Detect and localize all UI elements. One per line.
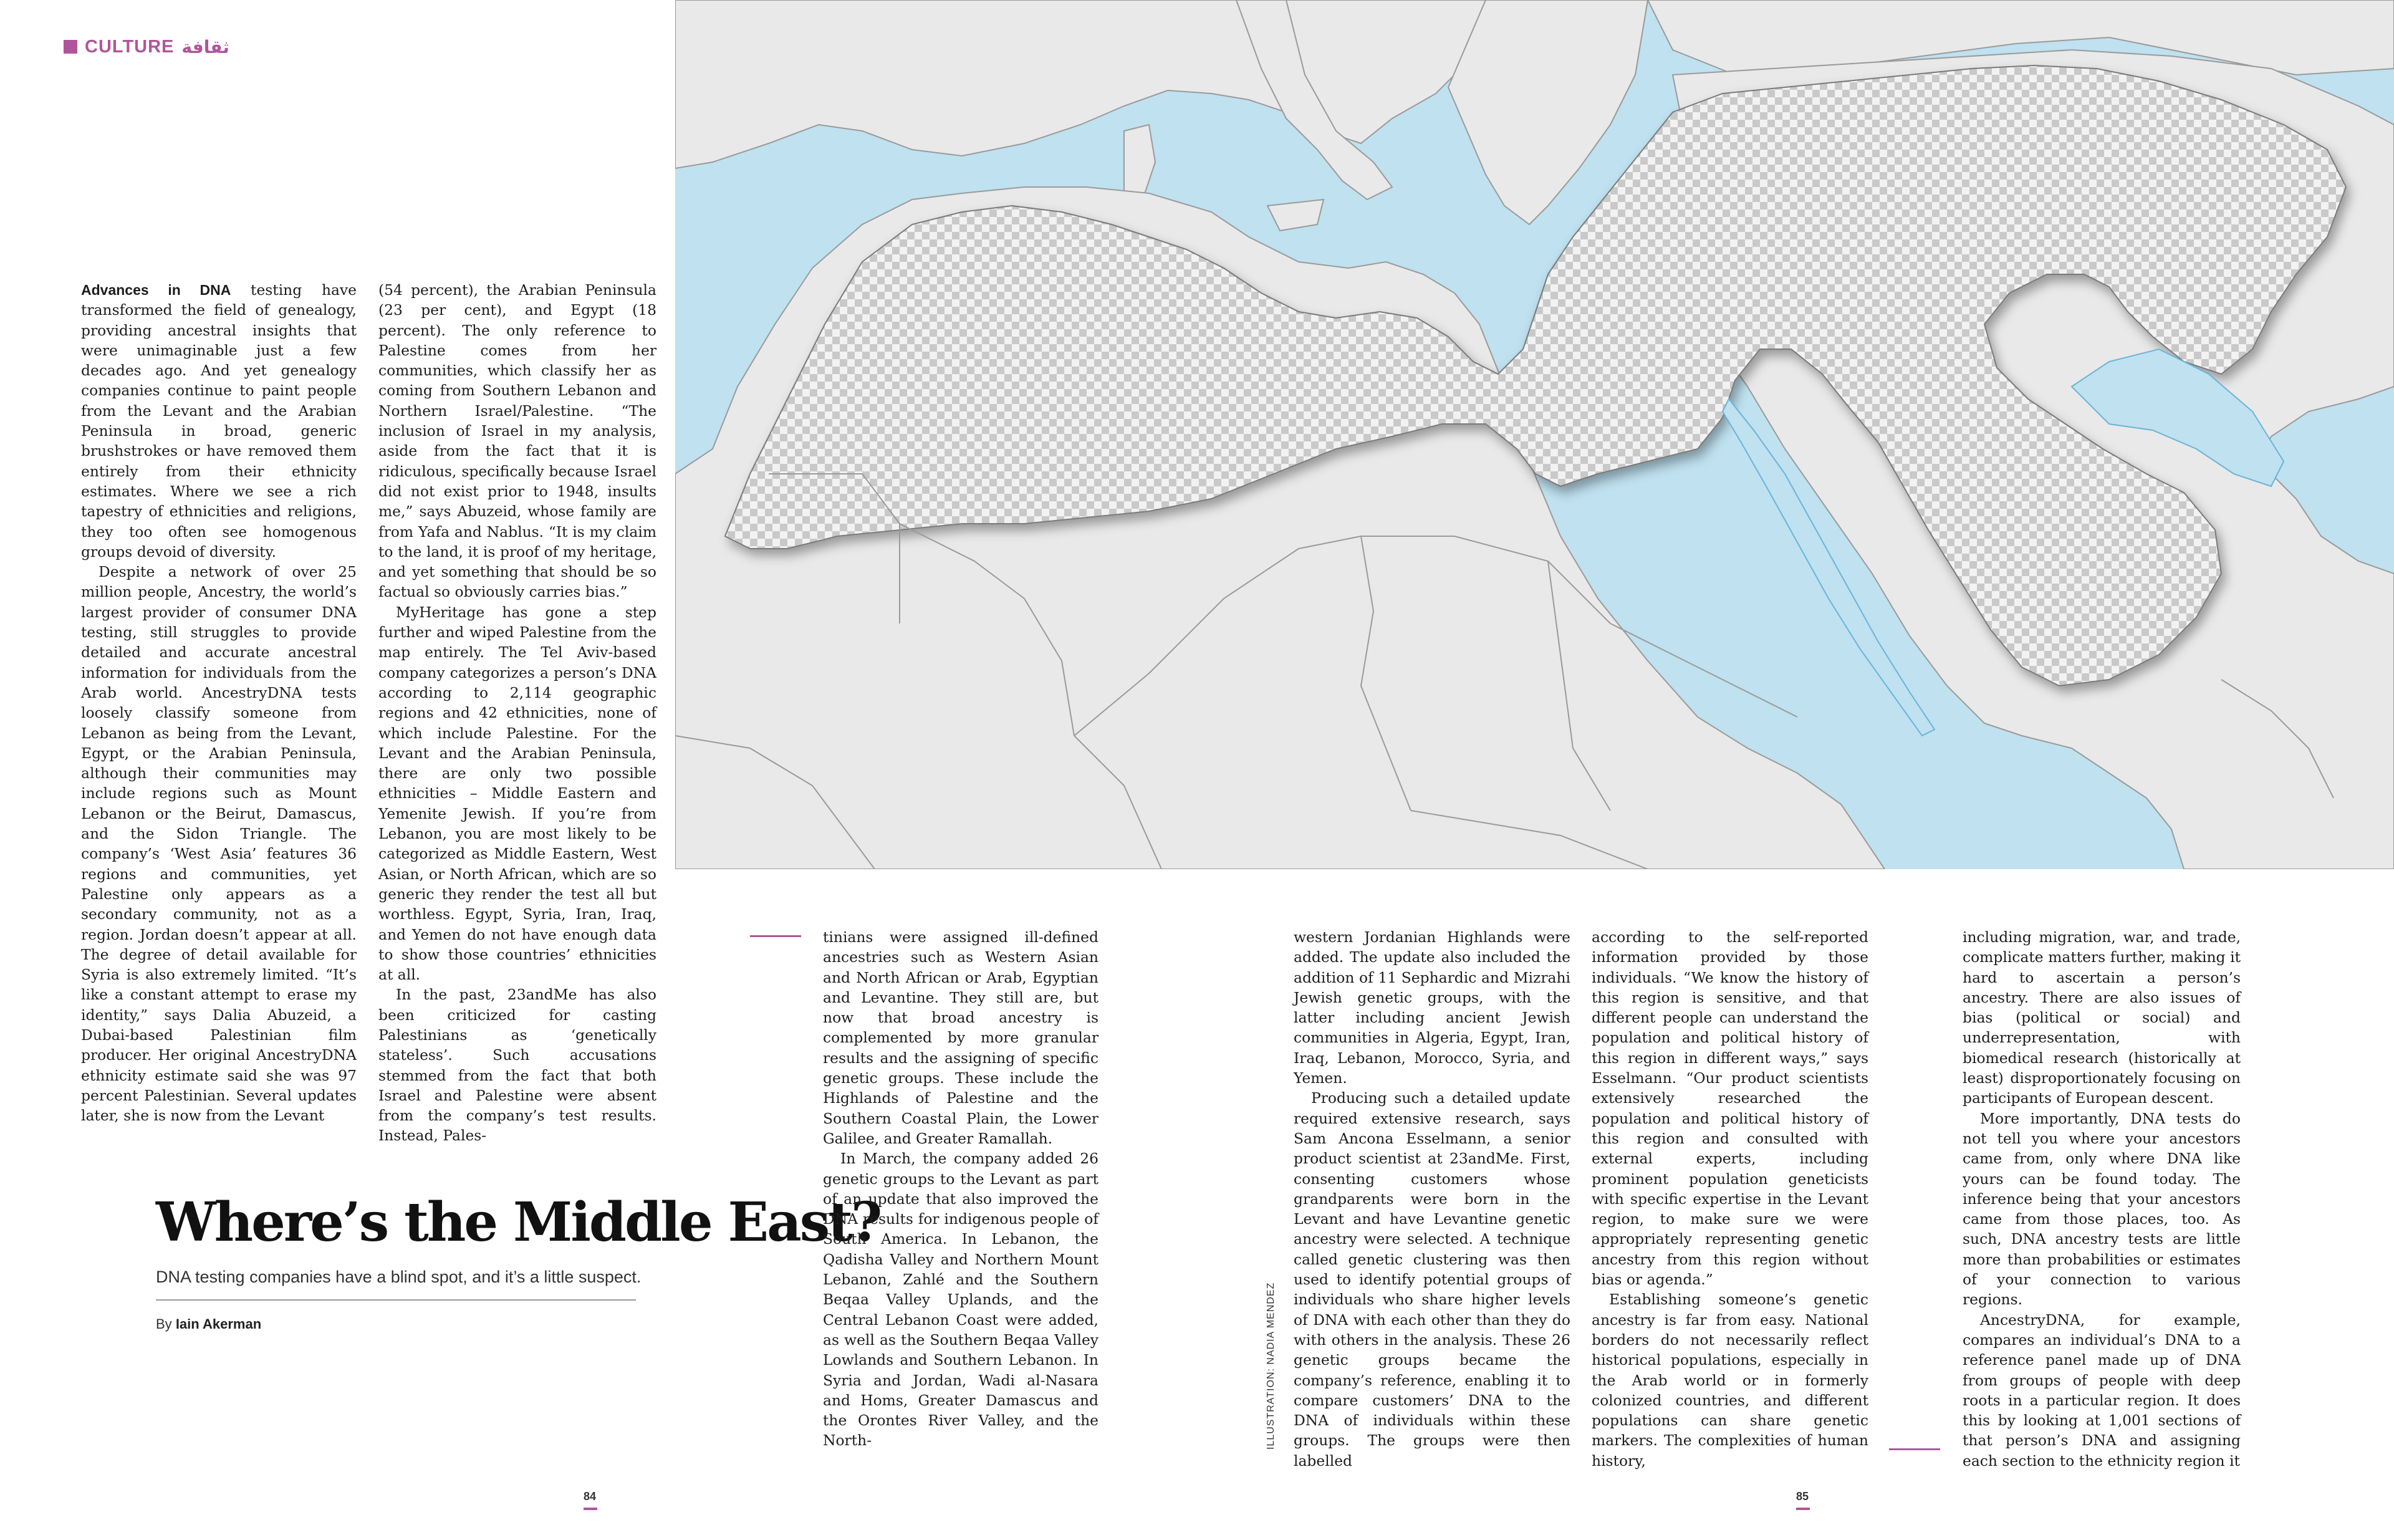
accent-rule-left bbox=[750, 935, 801, 937]
column-1-text-1: testing have transformed the field of genealogy, providing ancestral insights that were unimaginable just a few decades ago. And yet genealogy companies continue to paint people from the Levant and the Arabian Peninsula in broad, generic brushstrokes or have removed them entirely from their ethnicity estimates. Where we see a rich tapestry of ethnicities and religions, they too often see homogenous groups devoid of diversity. bbox=[81, 281, 357, 561]
illustration-credit: ILLUSTRATION: NADIA MENDEZ bbox=[1266, 1282, 1276, 1450]
section-label: CULTURE bbox=[85, 36, 175, 57]
headline: Where’s the Middle East? bbox=[156, 1191, 881, 1254]
section-arabic-label: ثقافة bbox=[181, 36, 229, 57]
body-column-2 bbox=[378, 280, 656, 1146]
map-svg bbox=[675, 0, 2394, 869]
column-1-paragraph-2: Despite a network of over 25 million people, Ancestry, the world’s largest provider of consumer DNA testing, still struggles to provide detailed and accurate ancestral information for individuals from the Arab world. AncestryDNA tests loosely classify someone from Lebanon as being from the Levant, Egypt, or the Arabian Peninsula, although their communities may include regions such as Mount Lebanon or the Beirut, Damascus, and the Sidon Triangle. The company’s ‘West Asia’ features 36 regions and communities, yet Palestine only appears as a secondary community, not as a region. Jordan doesn’t appear at all. The degree of detail available for Syria is also extremely limited. “It’s like a constant attempt to erase my identity,” says Dalia Abuzeid, a Dubai-based Palestinian film producer. Her original AncestryDNA ethnicity estimate said she was 97 percent Palestinian. Several updates later, she is now from the Levant bbox=[81, 563, 357, 1125]
divider bbox=[156, 1299, 636, 1301]
body-column-6 bbox=[1963, 927, 2241, 1471]
body-column-5 bbox=[1592, 927, 1868, 1471]
author-name: Iain Akerman bbox=[175, 1316, 262, 1332]
column-4-paragraph-2: Producing such a detailed update required extensive research, says Sam Ancona Esselmann, a senior product scientist at 23andMe. First, consenting customers whose grandparents were born in the Levant and have Levantine genetic ancestry were selected. A technique called genetic clustering was then used to identify potential groups of individuals who share higher levels of DNA with each other than they do with others in the analysis. These 26 genetic groups became the company’s reference, enabling it to compare customers’ DNA to the DNA of individuals within these groups. The groups were then labelled bbox=[1294, 1089, 1570, 1470]
column-1-paragraph-1 bbox=[81, 280, 357, 562]
column-5-paragraph-1: according to the self-reported information provided by those individuals. “We know the history of this region is sensitive, and that different people can understand the population and political history of this region in different ways,” says Esselmann. “Our product scientists extensively researched the population and political history of this region and consulted with external experts, including prominent population geneticists with specific expertise in the Levant region, to make sure we were appropriately representing genetic ancestry from this region without bias or agenda.” bbox=[1592, 928, 1868, 1289]
page-number-underline bbox=[584, 1508, 597, 1510]
column-6-paragraph-1: including migration, war, and trade, complicate matters further, making it hard to ascertain a person’s ancestry. There are also issues of bias (political or social) and underrepresentation, with biomedical research (historically at least) disproportionately focusing on participants of European descent. bbox=[1963, 928, 2241, 1107]
column-2-paragraph-1: (54 percent), the Arabian Peninsula (23 per cent), and Egypt (18 percent). The only reference to Palestine comes from her communities, which classify her as coming from Southern Lebanon and Northern Israel/Palestine. “The inclusion of Israel in my analysis, aside from the fact that it is ridiculous, specifically because Israel did not exist prior to 1948, insults me,” says Abuzeid, whose family are from Yafa and Nablus. “It is my claim to the land, it is proof of my heritage, and yet something that should be so factual so obviously carries bias.” bbox=[378, 281, 656, 601]
body-column-3 bbox=[823, 927, 1098, 1451]
page-number-underline bbox=[1796, 1508, 1810, 1510]
section-tag bbox=[64, 36, 229, 57]
accent-rule-right bbox=[1889, 1448, 1940, 1450]
byline-prefix: By bbox=[156, 1316, 172, 1332]
column-2-paragraph-3: In the past, 23andMe has also been criticized for casting Palestinians as ‘genetically stateless’. Such accusations stemmed from the fact that both Israel and Palestine were absent from the company’s test results. Instead, Pales- bbox=[378, 986, 656, 1145]
page-number-right: 85 bbox=[1796, 1490, 1809, 1503]
column-3-paragraph-2: In March, the company added 26 genetic groups to the Levant as part of an update that also improved the DNA results for indigenous people of South America. In Lebanon, the Qadisha Valley and Northern Mount Lebanon, Zahlé and the Southern Beqaa Valley Uplands, and the Central Lebanon Coast were added, as well as the Southern Beqaa Valley Lowlands and Southern Lebanon. In Syria and Jordan, Wadi al-Nasara and Homs, Greater Damascus and the Orontes River Valley, and the North- bbox=[823, 1150, 1098, 1450]
section-marker bbox=[64, 40, 77, 54]
body-column-1 bbox=[81, 280, 357, 1125]
standfirst: DNA testing companies have a blind spot, and it’s a little suspect. bbox=[156, 1268, 642, 1286]
byline bbox=[156, 1316, 261, 1332]
column-5-paragraph-2: Establishing someone’s genetic ancestry is far from easy. National borders do not necessarily reflect historical populations, especially in the Arab world or in formerly colonized countries, and different populations can share genetic markers. The complexities of human history, bbox=[1592, 1291, 1868, 1470]
page-number-left: 84 bbox=[584, 1490, 597, 1503]
column-2-paragraph-2: MyHeritage has gone a step further and wiped Palestine from the map entirely. The Tel Aviv-based company categorizes a person’s DNA according to 2,114 geographic regions and 42 ethnicities, none of which include Palestine. For the Levant and the Arabian Peninsula, there are only two possible ethnicities – Middle Eastern and Yemenite Jewish. If you’re from Lebanon, you are most likely to be categorized as Middle Eastern, West Asian, or North African, which are so generic they render the test all but worthless. Egypt, Syria, Iran, Iraq, and Yemen do not have enough data to show those countries’ ethnicities at all. bbox=[378, 603, 656, 984]
map-illustration bbox=[675, 0, 2394, 869]
body-column-4 bbox=[1294, 927, 1570, 1471]
column-4-paragraph-1: western Jordanian Highlands were added. The update also included the addition of 11 Sephardic and Mizrahi Jewish genetic groups, with the latter including ancient Jewish communities in Algeria, Egypt, Iran, Iraq, Lebanon, Morocco, Syria, and Yemen. bbox=[1294, 928, 1570, 1087]
column-3-paragraph-1: tinians were assigned ill-defined ancestries such as Western Asian and North African or Arab, Egyptian and Levantine. They still are, but now that broad ancestry is complemented by more granular results and the assigning of specific genetic groups. These include the Highlands of Palestine and the Southern Coastal Plain, the Lower Galilee, and Greater Ramallah. bbox=[823, 928, 1098, 1147]
column-6-paragraph-2: More importantly, DNA tests do not tell you where your ancestors came from, only where DNA like yours can be found today. The inference being that your ancestors came from those places, too. As such, DNA ancestry tests are little more than probabilities or estimates of your connection to various regions. bbox=[1963, 1109, 2241, 1309]
column-6-paragraph-3: AncestryDNA, for example, compares an individual’s DNA to a reference panel made up of DNA from groups of people with deep roots in a particular region. It does this by looking at 1,001 sections of that person’s DNA and assigning each section to the ethnicity region it bbox=[1963, 1311, 2241, 1470]
lead-in: Advances in DNA bbox=[81, 282, 231, 298]
